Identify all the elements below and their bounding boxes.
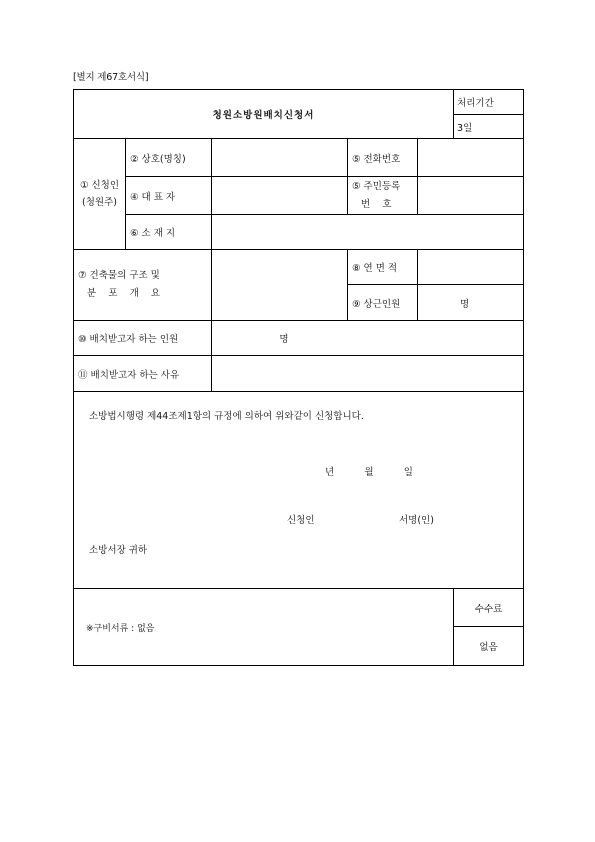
resident-number-value[interactable]	[418, 177, 524, 215]
fee-value: 없음	[454, 627, 524, 666]
representative-value[interactable]	[212, 177, 348, 215]
representative-label: ④ 대 표 자	[126, 177, 212, 215]
building-structure-label	[74, 250, 212, 321]
floor-area-label: ⑧ 연 면 적	[348, 250, 418, 285]
floor-area-value[interactable]	[418, 250, 524, 285]
declaration-statement: 소방법시행령 제44조제1항의 규정에 의하여 위와같이 신청합니다.	[89, 411, 364, 422]
resident-number-label-line2: 번 호	[352, 198, 392, 210]
staff-count-value[interactable]	[418, 285, 524, 321]
dispatch-count-unit: 명	[279, 334, 289, 345]
staff-count-unit: 명	[460, 298, 470, 310]
addressee: 소방서장 귀하	[89, 545, 148, 556]
dispatch-count-value[interactable]	[212, 321, 524, 356]
signer-label: 신청인	[287, 515, 315, 526]
applicant-sublabel: (청원주)	[82, 197, 117, 208]
required-documents: ※구비서류 : 없음	[74, 589, 454, 666]
signature-label[interactable]: 서명(인)	[399, 515, 434, 526]
application-date[interactable]: 년 월 일	[325, 467, 413, 478]
application-form-table	[73, 89, 524, 666]
trade-name-label: ② 상호(명칭)	[126, 139, 212, 177]
applicant-header	[74, 139, 126, 250]
declaration-section	[74, 392, 524, 589]
phone-value[interactable]	[418, 139, 524, 177]
building-structure-value[interactable]	[212, 250, 348, 321]
dispatch-count-label: ⑩ 배치받고자 하는 인원	[74, 321, 212, 356]
phone-label: ⑤ 전화번호	[348, 139, 418, 177]
trade-name-value[interactable]	[212, 139, 348, 177]
form-number-label: [별지 제67호서식]	[73, 72, 149, 83]
building-structure-label-line2: 분 포 개 요	[78, 288, 161, 299]
location-value[interactable]	[212, 215, 524, 250]
resident-number-label	[348, 177, 418, 215]
fee-label: 수수료	[454, 589, 524, 627]
processing-period-value: 3일	[454, 115, 524, 139]
dispatch-reason-label: ⑪ 배치받고자 하는 사유	[74, 356, 212, 392]
staff-count-label: ⑨ 상근인원	[348, 285, 418, 321]
location-label: ⑥ 소 재 지	[126, 215, 212, 250]
building-structure-label-line1: ⑦ 건축물의 구조 및	[78, 270, 160, 281]
applicant-label: ① 신청인	[79, 180, 120, 191]
form-title: 청원소방원배치신청서	[74, 90, 454, 139]
processing-period-label: 처리기간	[454, 90, 524, 115]
dispatch-reason-value[interactable]	[212, 356, 524, 392]
resident-number-label-line1: ⑤ 주민등록	[352, 180, 401, 192]
